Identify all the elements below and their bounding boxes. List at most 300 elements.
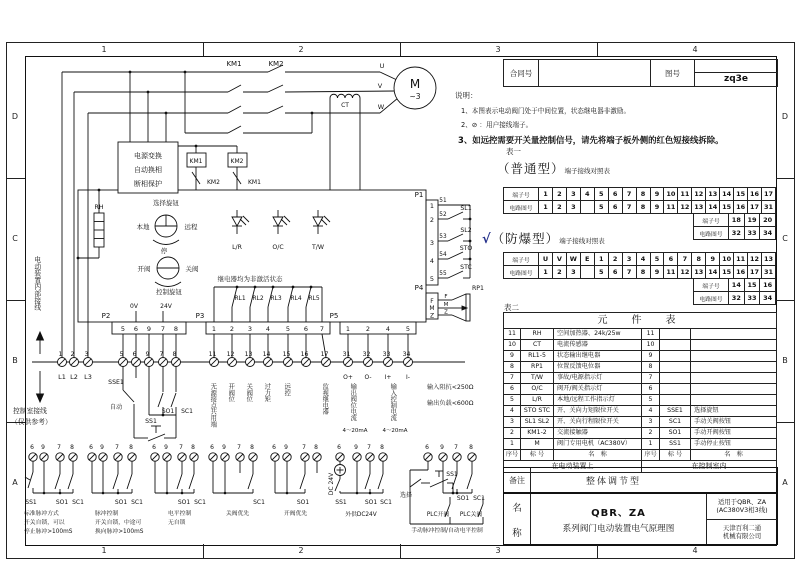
row-label-cell: 电路图号 [504, 266, 539, 279]
rp1-label: RP1 [472, 285, 484, 292]
component-cell: 9 [504, 351, 521, 362]
row-label-cell: 端子号 [694, 214, 729, 227]
arrow-up-icon [37, 332, 44, 340]
variant-terminal-number: 8 [129, 444, 133, 451]
component-cell: 电流传感器 [554, 340, 642, 351]
p5-label: P5 [329, 312, 339, 320]
component-cell: M [521, 439, 554, 450]
terminal-cell: 2 [552, 201, 566, 214]
v7-so1: SO1 [456, 495, 470, 502]
component-cell [691, 340, 777, 351]
terminal-cell: 13 [692, 266, 706, 279]
selector-local-label: 本地 [136, 223, 150, 231]
variant-terminal-number: 9 [100, 444, 104, 451]
variant-terminal-number: 8 [380, 444, 384, 451]
variant-terminal-number: 9 [284, 444, 288, 451]
component-cell: RL1-5 [521, 351, 554, 362]
terminal-number: 8 [172, 351, 177, 358]
knob-open-label: 开阀 [137, 265, 151, 273]
zone-right-a: A [782, 478, 788, 487]
v2-caption: 脉冲控制 [95, 511, 119, 517]
component-cell: 5 [642, 395, 660, 406]
zone-right-c: C [782, 234, 788, 243]
terminal-cell: 1 [539, 201, 553, 214]
terminal-number: 17 [320, 351, 329, 358]
title-strip [503, 59, 778, 87]
component-cell: 4 [642, 406, 660, 417]
terminal-cell: 16 [734, 201, 748, 214]
component-cell: 交流接触器 [554, 428, 642, 439]
row-label-cell: 端子号 [504, 253, 539, 266]
component-cell: 9 [642, 351, 660, 362]
terminal-cell: 4 [636, 253, 650, 266]
drawing-title-line2: 系列阀门电动装置电气原理图 [562, 524, 675, 534]
rl3-label: RL3 [270, 295, 282, 302]
rl5-label: RL5 [308, 295, 320, 302]
variant-terminal-number: 8 [70, 444, 74, 451]
zone-top-1: 1 [101, 45, 107, 54]
p4-pin: Z [429, 312, 435, 320]
exproof-type-subtitle: 端子接线对照表 [559, 237, 605, 245]
p1-pin: 3 [429, 239, 435, 247]
p2-label: P2 [101, 312, 111, 320]
component-table-title: 元 件 表 [504, 313, 777, 329]
p5-pin: 5 [405, 325, 411, 333]
knob-close-label: 关阀 [185, 265, 199, 273]
v2-caption: 换向脉冲>100mS [95, 529, 144, 535]
p1-pin: 5 [429, 275, 435, 283]
component-cell: O/C [521, 384, 554, 395]
selector-knob-arc [153, 240, 179, 245]
component-header-cell: 序号 [504, 450, 521, 461]
row-label-cell: 端子号 [694, 279, 729, 292]
component-cell [691, 384, 777, 395]
p3-pin: 2 [229, 325, 235, 333]
component-header-cell: 序号 [642, 450, 660, 461]
terminal-cell: 11 [664, 201, 678, 214]
terminal-cell [580, 266, 594, 279]
variant-terminal-number: 7 [367, 444, 371, 451]
variant-terminal-number: 8 [250, 444, 254, 451]
variant-terminal-number: 9 [354, 444, 358, 451]
component-cell: 11 [642, 329, 660, 340]
terminal-cell: 13 [762, 253, 776, 266]
v7-plc-open-label: PLC开阀 [426, 512, 450, 518]
terminal-cell: 12 [692, 188, 706, 201]
zone-left-d: D [11, 112, 19, 121]
company-line2: 机械有限公司 [722, 531, 762, 540]
vlabel-input-current: 输入控制电流 [389, 383, 397, 421]
terminal-cell: 1 [594, 253, 608, 266]
component-cell [691, 351, 777, 362]
terminal-cell: 6 [664, 253, 678, 266]
variant-terminal-number: 9 [41, 444, 45, 451]
terminal-cell [580, 201, 594, 214]
notes-heading: 说明： [455, 91, 478, 100]
p2-pin: 7 [160, 325, 166, 333]
terminal-cell: 9 [650, 266, 664, 279]
terminal-number: 11 [208, 351, 217, 358]
o-minus-label: O- [364, 374, 372, 381]
v1-caption: 标准脉冲方式 [24, 511, 59, 517]
component-cell: CT [521, 340, 554, 351]
component-cell: 手动开阀按钮 [691, 428, 777, 439]
component-cell: 手动关阀按钮 [691, 417, 777, 428]
zone-bottom-2: 2 [298, 546, 304, 555]
terminal-cell: 7 [622, 188, 636, 201]
terminal-cell: 13 [692, 201, 706, 214]
p3-pin: 6 [303, 325, 309, 333]
km1-nc-label: KM1 [248, 179, 261, 186]
terminal-number: 9 [145, 351, 150, 358]
normal-terminal-table-ext [693, 213, 776, 240]
relay-note: 继电器均为非激活状态 [217, 275, 283, 283]
led-lr-label: L/R [232, 244, 242, 251]
sse1-label: SSE1 [108, 379, 124, 386]
terminal-cell: 11 [678, 188, 692, 201]
terminal-cell: 6 [608, 201, 622, 214]
component-cell: 6 [642, 384, 660, 395]
normal-terminal-table [503, 187, 776, 214]
terminal-number: 12 [226, 351, 235, 358]
v2-sc1: SC1 [131, 499, 143, 506]
terminal-cell: W [566, 253, 580, 266]
zone-right-b: B [782, 356, 788, 365]
input-impedance-note: 输入阻抗<250Ω [427, 384, 474, 391]
row-label-cell: 端子号 [504, 188, 539, 201]
selector-stop-label: 停 [160, 247, 168, 255]
apply-line1: 适用于QBR、ZA [717, 498, 767, 507]
terminal-cell: 9 [650, 201, 664, 214]
p3-pin: 7 [319, 325, 325, 333]
v3-so1: SO1 [177, 499, 191, 506]
variant-terminal-number: 9 [222, 444, 226, 451]
terminal-cell: 34 [760, 227, 776, 240]
variant-terminal-number: 8 [469, 444, 473, 451]
component-cell: 3 [504, 417, 521, 428]
component-cell: 6 [504, 384, 521, 395]
variant-terminal-number: 7 [237, 444, 241, 451]
p2-pin: 5 [120, 325, 126, 333]
terminal-cell: 14 [706, 266, 720, 279]
name-label-column [504, 494, 531, 544]
component-cell: 7 [504, 373, 521, 384]
terminal-cell: 3 [566, 266, 580, 279]
p3-label: P3 [195, 312, 205, 320]
sto-label: STO [459, 245, 473, 252]
component-cell [691, 373, 777, 384]
row-label-cell: 电路图号 [694, 227, 729, 240]
terminal-cell: 20 [760, 214, 776, 227]
variant-terminal-number: 7 [115, 444, 119, 451]
component-cell: SC1 [660, 417, 691, 428]
terminal-cell: 7 [622, 201, 636, 214]
component-cell: 手动停止按钮 [691, 439, 777, 450]
component-cell: 开、关向行程限位开关 [554, 417, 642, 428]
component-cell: 阀门专用电机（AC380V） [554, 439, 642, 450]
row-label-cell: 电路图号 [504, 201, 539, 214]
component-cell: T/W [521, 373, 554, 384]
component-cell: SL1 SL2 [521, 417, 554, 428]
company-line1: 天津百利二通 [722, 523, 762, 532]
component-cell: 7 [642, 373, 660, 384]
v6-caption: 外供DC24V [345, 512, 377, 518]
wire-53: 53 [439, 234, 447, 240]
terminal-cell: 15 [720, 266, 734, 279]
p2-pin: 8 [173, 325, 179, 333]
side-room-wiring-note: （仅供参考） [11, 418, 52, 426]
v6-ss1: SS1 [335, 499, 347, 506]
wire-52: 52 [439, 212, 447, 218]
variant-terminal-number: 7 [57, 444, 61, 451]
variant-terminal-number: 6 [425, 444, 429, 451]
component-cell: 3 [642, 417, 660, 428]
led-oc-label: O/C [272, 244, 284, 251]
phase-u-label: U [379, 62, 385, 70]
terminal-number: 3 [84, 351, 89, 358]
output-load-note: 输出负载<600Ω [427, 400, 474, 407]
exproof-terminal-table-ext [693, 278, 776, 305]
component-cell [691, 362, 777, 373]
component-cell: 事故/电源指示灯 [554, 373, 642, 384]
v1-so1: SO1 [55, 499, 69, 506]
variant-terminal-number: 7 [302, 444, 306, 451]
terminal-cell: 34 [760, 292, 776, 305]
variant-terminal-number: 7 [179, 444, 183, 451]
p2-pin: 6 [133, 325, 139, 333]
terminal-cell: 1 [539, 266, 553, 279]
terminal-cell: U [539, 253, 553, 266]
variant-circuits [25, 444, 476, 494]
component-cell [660, 362, 691, 373]
component-cell [660, 384, 691, 395]
component-cell: 本地/远程工作指示灯 [554, 395, 642, 406]
motor-label: M [409, 77, 421, 91]
v6-dc24v-label: DC 24V [328, 472, 335, 496]
component-cell: 1 [504, 439, 521, 450]
variant-terminal-number: 7 [454, 444, 458, 451]
zone-top-4: 4 [692, 45, 698, 54]
terminal-cell: 15 [734, 188, 748, 201]
terminal-cell: 10 [664, 188, 678, 201]
p2-pin: 9 [146, 325, 152, 333]
component-cell [660, 329, 691, 340]
component-cell: 4 [504, 406, 521, 417]
vlabel-monitor: 监视继电器 [321, 383, 329, 415]
v1-caption: 停止脉冲>100mS [24, 529, 73, 535]
terminal-cell: 8 [636, 188, 650, 201]
component-cell: 1 [642, 439, 660, 450]
0v-label: 0V [130, 303, 138, 310]
terminal-number: 7 [159, 351, 164, 358]
component-cell [691, 395, 777, 406]
v1-caption: 开关自锁，可以 [24, 520, 65, 526]
v4-sc1: SC1 [253, 499, 265, 506]
terminal-number: 34 [402, 351, 411, 358]
component-cell: RP1 [521, 362, 554, 373]
variant-terminal-number: 9 [164, 444, 168, 451]
component-cell: STO STC [521, 406, 554, 417]
terminal-cell: 11 [664, 266, 678, 279]
v7-ss1: SS1 [446, 471, 458, 478]
note-1: 1、本图表示电动阀门处于中间位置，状态继电器非激励。 [461, 107, 631, 115]
terminal-cell: 31 [762, 201, 776, 214]
so1-label: SO1 [161, 408, 175, 415]
component-cell [660, 395, 691, 406]
phase-w-label: W [377, 103, 385, 111]
variant-terminal-number: 9 [440, 444, 444, 451]
contract-no-value [539, 60, 651, 86]
zone-left-a: A [12, 478, 18, 487]
variant-terminal-number: 8 [191, 444, 195, 451]
p4-pin: M [429, 305, 435, 312]
apply-line2: (AC380V3相3线) [716, 506, 768, 515]
km2-label: KM2 [268, 60, 284, 68]
v3-sc1: SC1 [194, 499, 206, 506]
v3-caption: 电平控制 [168, 511, 192, 517]
terminal-cell: 7 [678, 253, 692, 266]
terminal-cell: 33 [744, 227, 760, 240]
l3-label: L3 [84, 373, 92, 381]
exproof-type-heading [482, 228, 605, 247]
component-cell: 位置反馈电位器 [554, 362, 642, 373]
led-triangle [313, 217, 323, 226]
v5-caption: 开阀优先 [284, 511, 308, 517]
vlabel-output-current: 输出阀位电流 [349, 383, 357, 421]
auto-label: 自动 [109, 404, 123, 411]
led-tw-label: T/W [312, 244, 324, 251]
control-knob-title: 控制旋钮 [156, 288, 182, 296]
terminal-number: 6 [132, 351, 137, 358]
terminal-cell: 16 [748, 188, 762, 201]
normal-type-heading [497, 158, 610, 177]
terminal-cell: 6 [608, 188, 622, 201]
v5-so1: SO1 [296, 499, 310, 506]
drawing-title [531, 494, 707, 544]
p1-pin: 4 [429, 257, 435, 265]
stc-label: STC [460, 264, 472, 271]
terminal-cell: 33 [744, 292, 760, 305]
table2-label: 表二 [504, 303, 519, 312]
component-cell: RH [521, 329, 554, 340]
ct-coil [330, 94, 360, 98]
o-plus-label: O+ [343, 374, 353, 381]
terminal-cell: E [580, 253, 594, 266]
sl1-label: SL1 [460, 205, 472, 212]
terminal-number: 32 [362, 351, 371, 358]
component-footer-cell: 在电动装置上 [504, 461, 642, 473]
terminal-cell: 10 [720, 253, 734, 266]
component-cell [660, 351, 691, 362]
variant-terminal-number: 6 [210, 444, 214, 451]
arrow-down-icon [37, 394, 44, 402]
side-internal-wiring-label: 电动装置内部接线 [32, 256, 41, 311]
terminal-cell: 17 [748, 201, 762, 214]
component-cell: KM1-2 [521, 428, 554, 439]
drawing-no-cell [695, 60, 777, 86]
terminal-cell: 16 [734, 266, 748, 279]
psu-line2: 自动换相 [134, 166, 162, 174]
component-cell [691, 329, 777, 340]
ct-label: CT [341, 102, 349, 109]
terminal-cell: 3 [622, 253, 636, 266]
in-range-label: 4～20mA [382, 428, 408, 434]
p3-pin: 4 [265, 325, 271, 333]
motor-sub-label: ~3 [409, 92, 421, 101]
component-cell [660, 340, 691, 351]
p4-wire: Z [444, 309, 448, 316]
component-cell: SS1 [660, 439, 691, 450]
normal-type-subtitle: 端子接线对照表 [564, 167, 611, 175]
terminal-cell: 12 [678, 201, 692, 214]
vlabel-close: 关阀位 [245, 383, 253, 402]
p1-pin: 1 [429, 202, 435, 210]
check-mark-icon: √ [482, 232, 491, 247]
terminal-cell: 12 [678, 266, 692, 279]
zone-bottom-4: 4 [692, 546, 698, 555]
24v-label: 24V [160, 303, 172, 310]
v2-caption: 开关自锁，中途可 [95, 520, 142, 526]
terminal-cell: 19 [744, 214, 760, 227]
component-cell: 选择旋钮 [691, 406, 777, 417]
vlabel-torque: 过力矩 [263, 383, 271, 402]
p4-wire: F [444, 294, 448, 300]
terminal-cell: 3 [566, 201, 580, 214]
led-triangle [273, 217, 283, 226]
terminal-cell: 4 [580, 188, 594, 201]
component-cell: SO1 [660, 428, 691, 439]
remark-value: 整体调节型 [586, 476, 642, 487]
terminal-cell: 7 [622, 266, 636, 279]
name-char-1: 名 [512, 502, 522, 514]
zone-bottom-1: 1 [101, 546, 107, 555]
variant-terminal-number: 8 [314, 444, 318, 451]
drawing-no-label: 图号 [651, 60, 695, 86]
component-cell: 2 [642, 428, 660, 439]
zone-bottom-3: 3 [495, 546, 501, 555]
remark-block [503, 467, 778, 493]
selector-remote-label: 远程 [184, 223, 198, 231]
km1-coil-label: KM1 [189, 158, 203, 165]
applicability-cell [707, 494, 777, 520]
control-knob-arc [155, 282, 181, 287]
series-name: QBR、ZA [591, 508, 646, 519]
vlabel-common: 无源接点共用端 [209, 383, 217, 428]
component-cell: 空间加热器、24k/25w [554, 329, 642, 340]
terminal-cell: 11 [734, 253, 748, 266]
v6-so1: SO1 [364, 499, 378, 506]
component-footer-cell: 在控制室内 [642, 461, 777, 473]
zone-left-c: C [12, 234, 18, 243]
component-cell: 2 [504, 428, 521, 439]
schematic-labels [24, 60, 485, 535]
component-cell: 10 [504, 340, 521, 351]
i-minus-label: I- [406, 374, 410, 381]
p5-pin: 1 [345, 325, 351, 333]
variant-terminal-number: 6 [89, 444, 93, 451]
terminal-number: 31 [342, 351, 351, 358]
rh-label: RH [94, 204, 104, 211]
terminal-number: 2 [70, 351, 75, 358]
rl1-label: RL1 [234, 295, 246, 302]
km2-coil-label: KM2 [230, 158, 244, 165]
side-room-wiring-label: 控制室接线 [13, 407, 47, 415]
v2-so1: SO1 [114, 499, 128, 506]
contract-no-label: 合同号 [504, 60, 539, 86]
km1-label: KM1 [226, 60, 242, 68]
terminal-number: 14 [262, 351, 271, 358]
terminal-cell: 6 [608, 266, 622, 279]
